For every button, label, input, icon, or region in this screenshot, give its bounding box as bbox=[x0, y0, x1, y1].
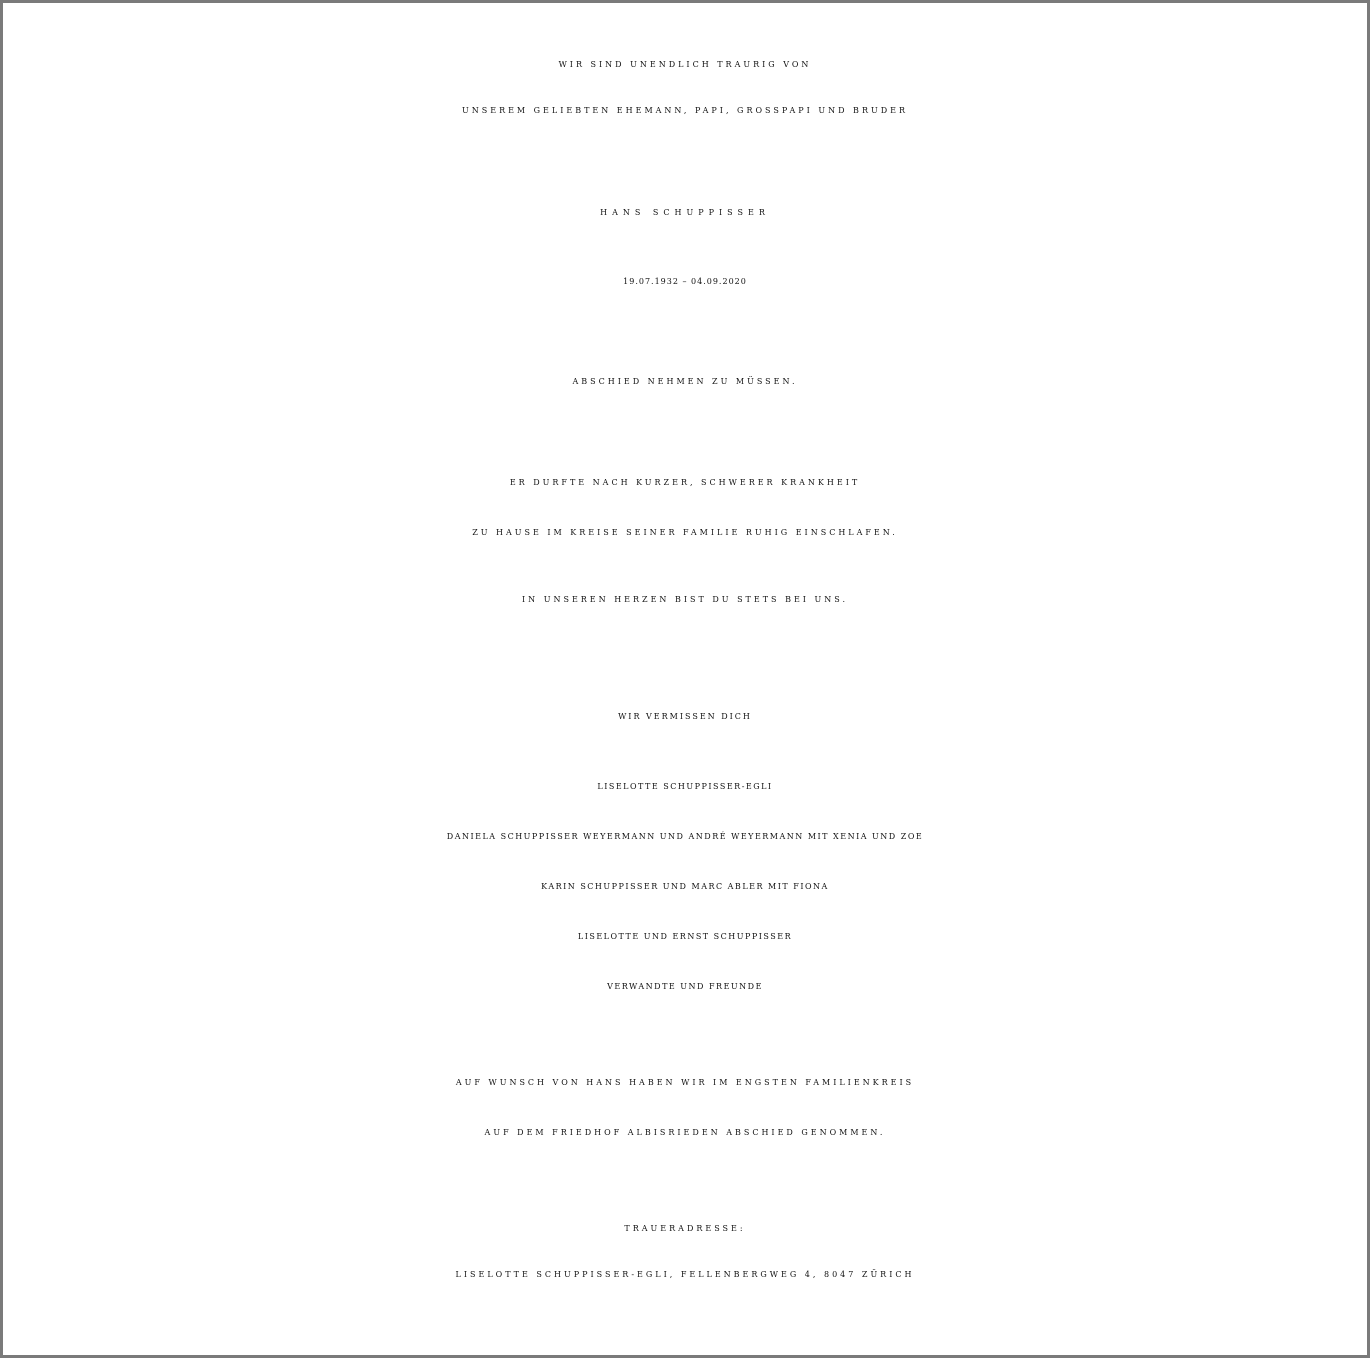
mourner-name: LISELOTTE SCHUPPISSER-EGLI bbox=[597, 782, 773, 791]
mourner-name: LISELOTTE UND ERNST SCHUPPISSER bbox=[577, 932, 793, 941]
burial-line-1: AUF WUNSCH VON HANS HABEN WIR IM ENGSTEN FAMILIENKREIS bbox=[455, 1078, 915, 1087]
address-value: LISELOTTE SCHUPPISSER-EGLI, FELLENBERGWEG 4, 8047 ZÜRICH bbox=[455, 1270, 915, 1279]
mourner-name: VERWANDTE UND FREUNDE bbox=[607, 982, 763, 991]
deceased-name: HANS SCHUPPISSER bbox=[600, 208, 770, 217]
address-label: TRAUERADRESSE: bbox=[624, 1224, 746, 1233]
mourner-name: DANIELA SCHUPPISSER WEYERMANN UND ANDRÉ WEYERMANN MIT XENIA UND ZOE bbox=[446, 832, 924, 841]
burial-line-2: AUF DEM FRIEDHOF ALBISRIEDEN ABSCHIED GENOMMEN. bbox=[484, 1128, 886, 1137]
mourners-heading: WIR VERMISSEN DICH bbox=[618, 712, 752, 721]
farewell-line: ABSCHIED NEHMEN ZU MÜSSEN. bbox=[572, 377, 798, 386]
passing-line-1: ER DURFTE NACH KURZER, SCHWERER KRANKHEIT bbox=[509, 478, 861, 487]
mourner-name: KARIN SCHUPPISSER UND MARC ABLER MIT FIONA bbox=[541, 882, 829, 891]
intro-line-2: UNSEREM GELIEBTEN EHEMANN, PAPI, GROSSPAPI UND BRUDER bbox=[462, 106, 908, 115]
hearts-line: IN UNSEREN HERZEN BIST DU STETS BEI UNS. bbox=[522, 595, 848, 604]
intro-line-1: WIR SIND UNENDLICH TRAURIG VON bbox=[558, 60, 812, 69]
life-dates: 19.07.1932 – 04.09.2020 bbox=[623, 277, 747, 286]
passing-line-2: ZU HAUSE IM KREISE SEINER FAMILIE RUHIG EINSCHLAFEN. bbox=[472, 528, 898, 537]
